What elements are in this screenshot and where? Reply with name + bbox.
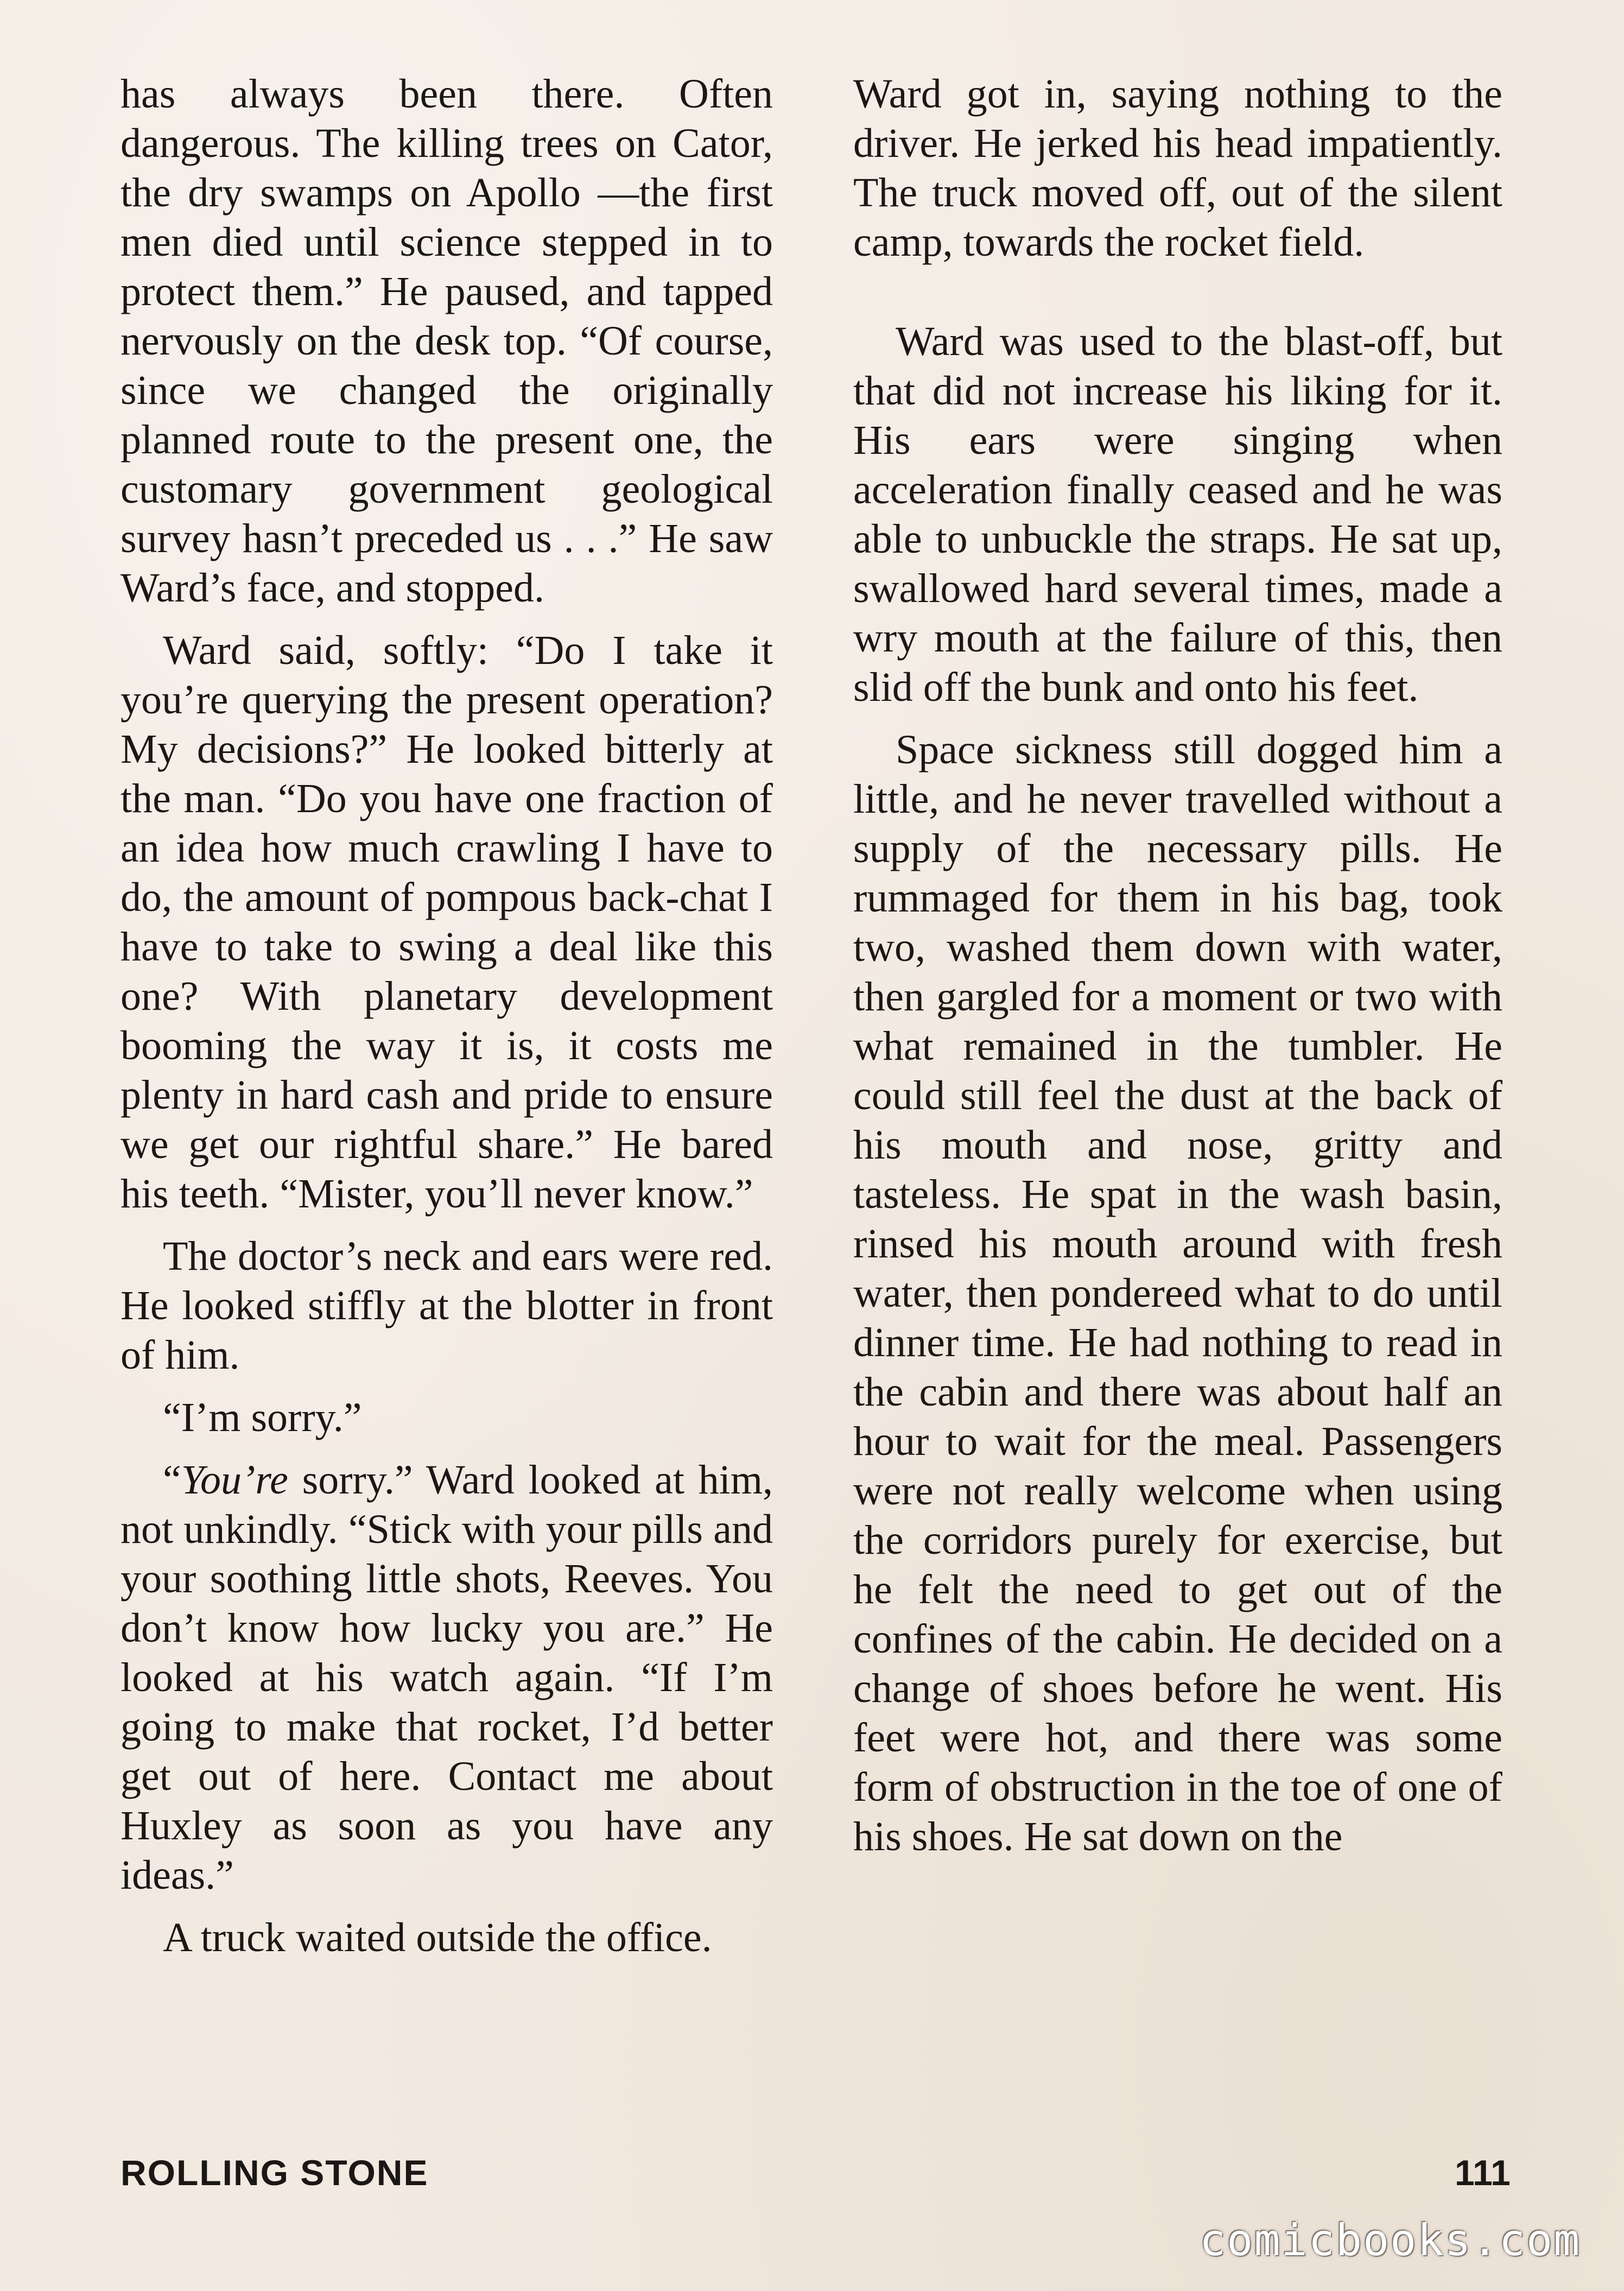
right-paragraph-1: Ward got in, saying nothing to the driver. He jerked his head impatiently. The truck moved off, out of the silent camp, towards the rocket field. [853,71,1502,265]
right-paragraph-2: Ward was used to the blast-off, but that did not increase his liking for it. His ears were singing when acceleration finally ceased and he was able to unbuckle the straps. He sat up, swallowed hard several times, made a wry mouth at the failure of this, then slid off the bunk and onto his feet. [853,319,1502,710]
left-paragraph-6: A truck waited outside the office. [163,1915,712,1960]
italic-emphasis: You’re [181,1457,288,1503]
left-paragraph-3: The doctor’s neck and ears were red. He looked stiffly at the blotter in front of him. [120,1233,773,1378]
watermark: comicbooks.com [1200,2215,1581,2265]
left-column [120,69,773,1963]
left-paragraph-5 [120,1455,773,1900]
right-paragraph-3: Space sickness still dogged him a little, and he never travelled without a supply of the necessary pills. He rummaged for them in his bag, took two, washed them down with water, then gargled for a moment or two with what remained in the tumbler. He could still feel the dust at the back of his mouth and nose, gritty and tasteless. He spat in the wash basin, rinsed his mouth around with fresh water, then pondereed what to do until dinner time. He had nothing to read in the cabin and there was about half an hour to wait for the meal. Passengers were not really welcome when using the corridors purely for exercise, but he felt the need to get out of the confines of the cabin. He decided on a change of shoes before he went. His feet were hot, and there was some form of obstruction in the toe of one of his shoes. He sat down on the [853,727,1502,1859]
left-paragraph-1: has always been there. Often dangerous. The killing trees on Cator, the dry swamps on Apollo —the first men died until science stepped in to protect them.” He paused, and tapped nervously on the desk top. “Of course, since we changed the originally planned route to the present one, the customary government geological survey hasn’t preceded us . . .” He saw Ward’s face, and stopped. [120,71,773,611]
running-footer-title: ROLLING STONE [120,2153,429,2193]
page-number: 111 [1455,2153,1511,2193]
right-column [853,69,1502,1862]
left-paragraph-5-rest: sorry.” Ward looked at him, not unkindly. “Stick with your pills and your soothing little shots, Reeves. You don’t know how lucky you are.” He looked at his watch again. “If I’m going to make that rocket, I’d better get out of here. Contact me about Huxley as soon as you have any ideas.” [120,1457,773,1898]
left-paragraph-2: Ward said, softly: “Do I take it you’re querying the present operation? My decisions?” He looked bitterly at the man. “Do you have one fraction of an idea how much crawling I have to do, the amount of pompous back-chat I have to take to swing a deal like this one? With planetary development booming the way it is, it costs me plenty in hard cash and pride to ensure we get our rightful share.” He bared his teeth. “Mister, you’ll never know.” [120,628,773,1217]
left-paragraph-4: “I’m sorry.” [163,1395,362,1440]
quote-open: “ [163,1457,181,1503]
